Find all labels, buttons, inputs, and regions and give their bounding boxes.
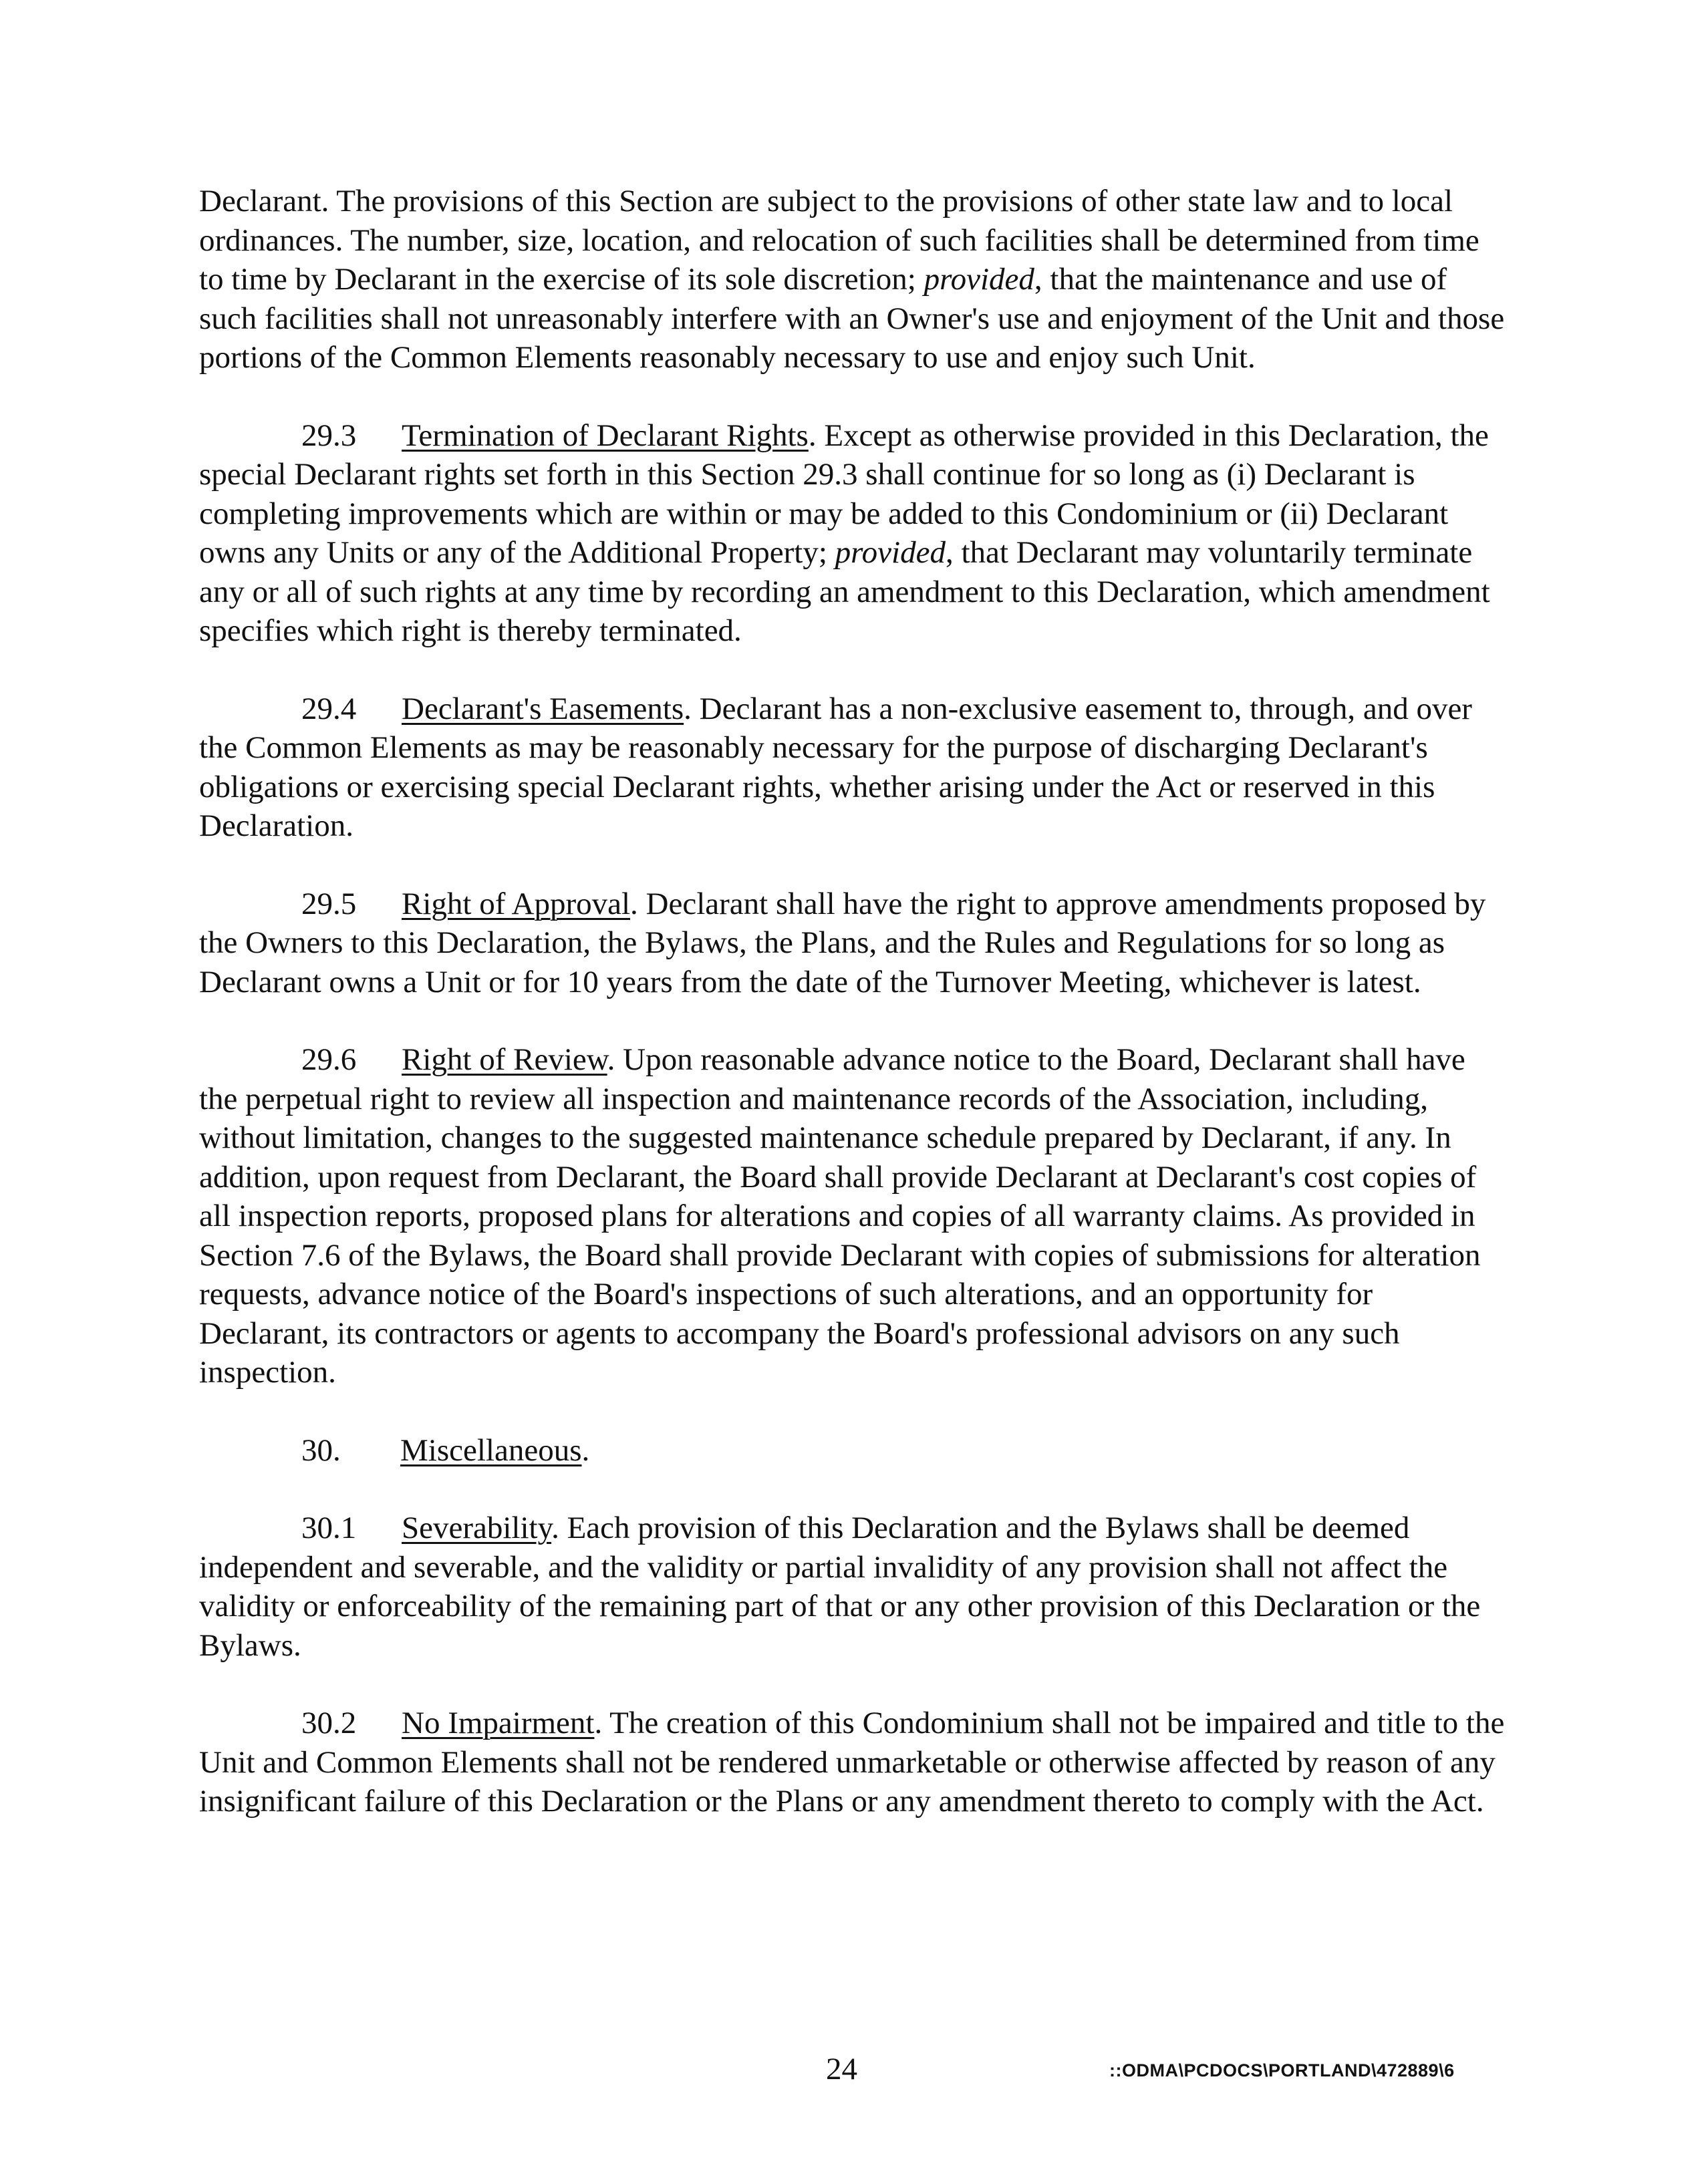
section-number: 29.6 <box>301 1042 357 1077</box>
section-italic: provided <box>835 535 946 570</box>
section-text: . Declarant has a non-exclusive easement to, through, and over the Common Elements as may be reasonably necessary for the purpose of discharging Declarant's obligations or exercising special Declarant rights, whether arising under the Act or reserved in this Declaration. <box>199 691 1472 843</box>
heading-number: 30. <box>301 1432 341 1468</box>
section-29-3 <box>199 416 1509 651</box>
section-29-5 <box>199 885 1509 1002</box>
section-text: . Except as otherwise provided in this Declaration, the special Declarant rights set forth in this Section 29.3 shall continue for so long as (i) Declarant is completing improvements which are within or may be added to this Condominium or (ii) Declarant owns any Units or any of the Additional Property; <box>199 418 1489 570</box>
document-page <box>199 182 1509 1860</box>
section-title: Termination of Declarant Rights <box>402 418 809 453</box>
intro-rest: , that the maintenance and use of such facilities shall not unreasonably interfere with an Owner's use and enjoyment of the Unit and those portions of the Common Elements reasonably necessary to use and enjoy such Unit. <box>199 262 1505 375</box>
section-30-1 <box>199 1509 1509 1665</box>
section-title: No Impairment <box>402 1706 595 1740</box>
section-title: Severability <box>402 1511 552 1545</box>
section-number: 30.1 <box>301 1511 357 1545</box>
section-number: 29.3 <box>301 418 357 453</box>
section-text: . The creation of this Condominium shall not be impaired and title to the Unit and Common Elements shall not be rendered unmarketable or otherwise affected by reason of any insignificant failure of this Declaration or the Plans or any amendment thereto to comply with the Act. <box>199 1706 1505 1819</box>
section-text-after: , that Declarant may voluntarily terminate any or all of such rights at any time by recording an amendment to this Declaration, which amendment specifies which right is thereby terminated. <box>199 535 1490 648</box>
section-29-6 <box>199 1040 1509 1392</box>
section-title: Declarant's Easements <box>402 691 684 726</box>
section-text: . Declarant shall have the right to approve amendments proposed by the Owners to this Declaration, the Bylaws, the Plans, and the Rules and Regulations for so long as Declarant owns a Unit or for 10 years from the date of the Turnover Meeting, whichever is latest. <box>199 886 1486 999</box>
section-heading-30 <box>199 1431 1509 1470</box>
section-title: Right of Review <box>402 1042 607 1077</box>
section-29-4 <box>199 689 1509 846</box>
section-text: . Each provision of this Declaration and the Bylaws shall be deemed independent and severable, and the validity or partial invalidity of any provision shall not affect the validity or enforceability of the remaining part of that or any other provision of this Declaration or the Bylaws. <box>199 1511 1481 1663</box>
section-number: 30.2 <box>301 1706 357 1740</box>
section-number: 29.4 <box>301 691 357 726</box>
section-30-2 <box>199 1704 1509 1821</box>
heading-title: Miscellaneous <box>400 1432 582 1468</box>
heading-period: . <box>581 1432 590 1468</box>
intro-paragraph <box>199 182 1509 377</box>
intro-italic: provided <box>924 262 1034 297</box>
intro-text: Declarant. The provisions of this Section are subject to the provisions of other state law and to local ordinances. The number, size, location, and relocation of such facilities shall be determined from time to time by Declarant in the exercise of its sole discretion; <box>199 184 1479 297</box>
section-title: Right of Approval <box>402 886 631 921</box>
document-id: ::ODMA\PCDOCS\PORTLAND\472889\6 <box>1109 2060 1455 2080</box>
page-number: 24 <box>826 2052 857 2086</box>
section-number: 29.5 <box>301 886 357 921</box>
section-text: . Upon reasonable advance notice to the Board, Declarant shall have the perpetual right to review all inspection and maintenance records of the Association, including, without limitation, changes to the suggested maintenance schedule prepared by Declarant, if any. In addition, upon request from Declarant, the Board shall provide Declarant at Declarant's cost copies of all inspection reports, proposed plans for alterations and copies of all warranty claims. As provided in Section 7.6 of the Bylaws, the Board shall provide Declarant with copies of submissions for alteration requests, advance notice of the Board's inspections of such alterations, and an opportunity for Declarant, its contractors or agents to accompany the Board's professional advisors on any such inspection. <box>199 1042 1481 1390</box>
